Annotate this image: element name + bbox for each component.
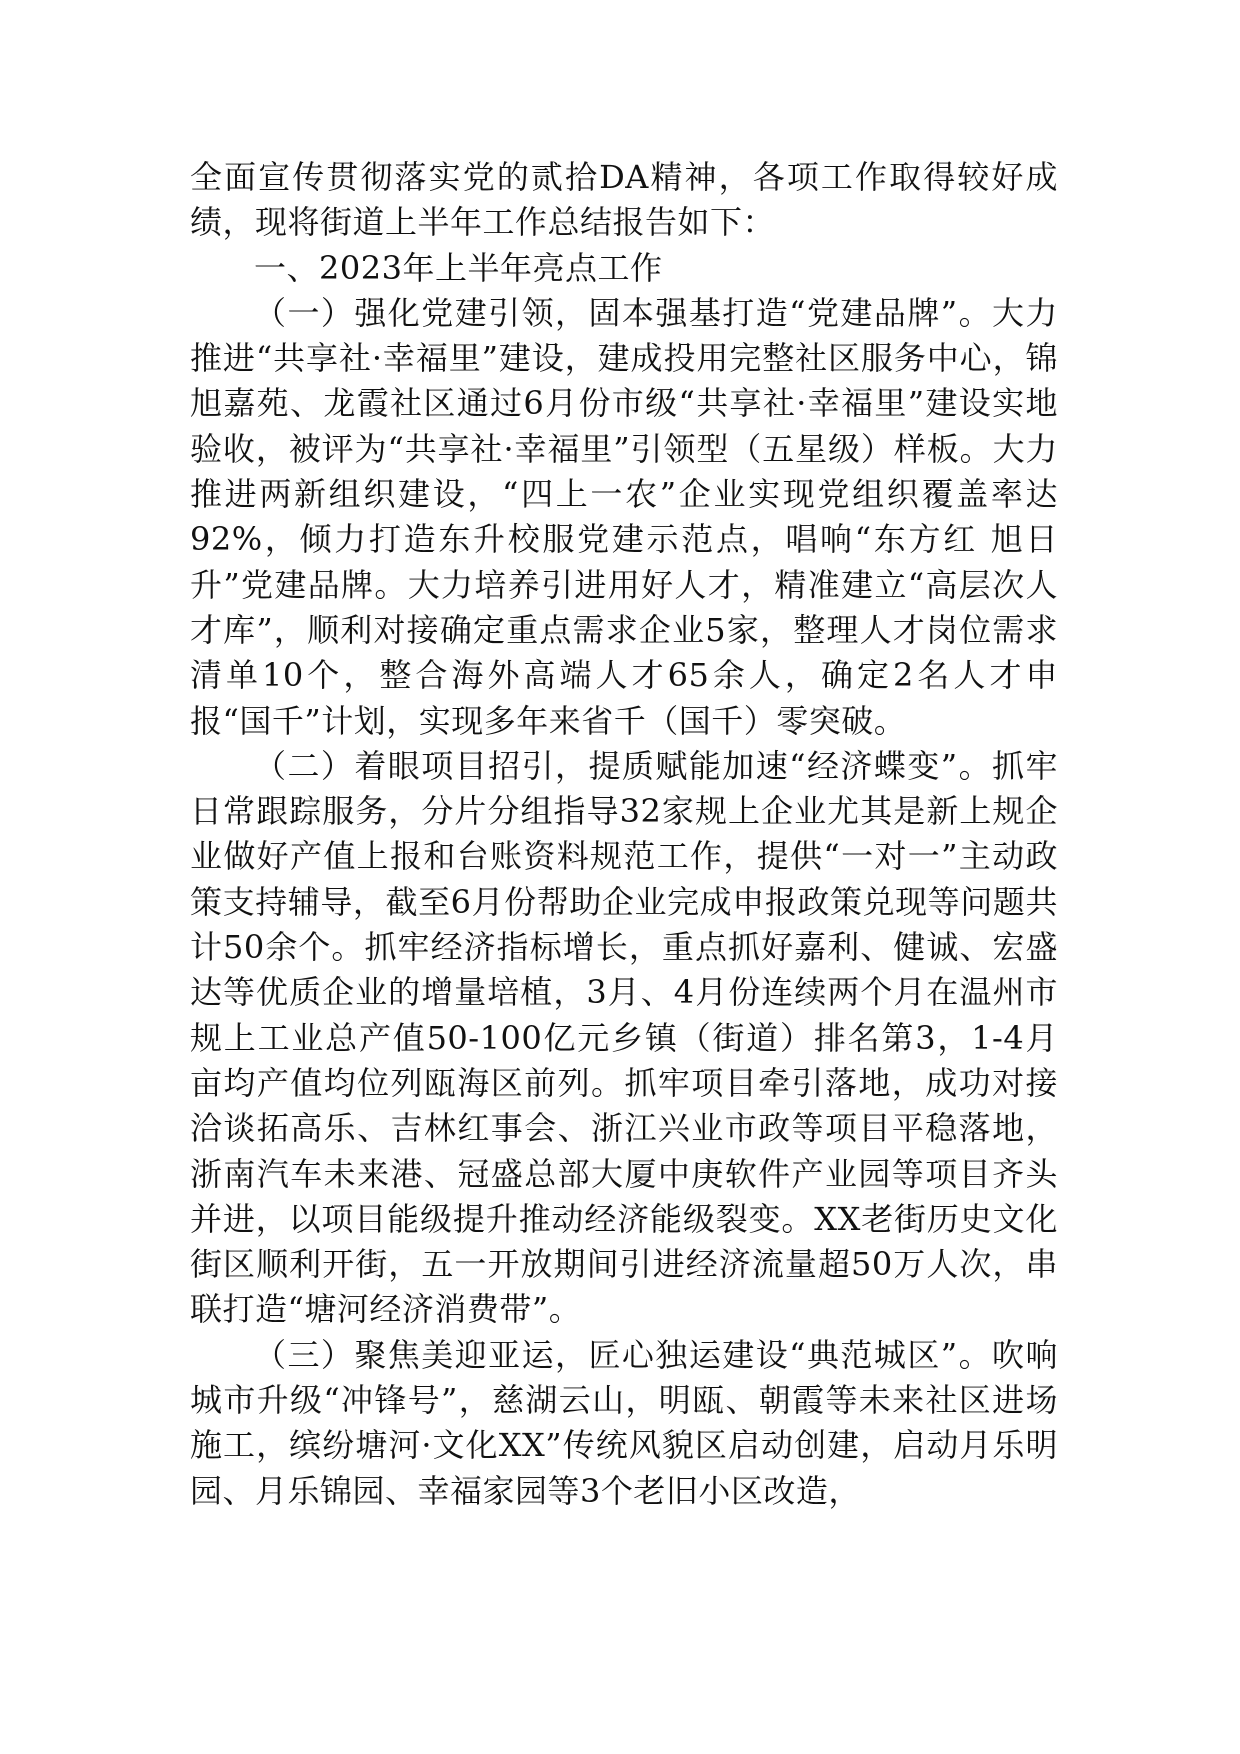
paragraph-party-building: （一）强化党建引领，固本强基打造“党建品牌”。大力推进“共享社·幸福里”建设，建成投用完整社区服务中心，锦旭嘉苑、龙霞社区通过6月份市级“共享社·幸福里”建设实地验收，被评为“共享社·幸福里”引领型（五星级）样板。大力推进两新组织建设，“四上一农”企业实现党组织覆盖率达92%，倾力打造东升校服党建示范点，唱响“东方红 旭日升”党建品牌。大力培养引进用好人才，精准建立“高层次人才库”，顺利对接确定重点需求企业5家，整理人才岗位需求清单10个，整合海外高端人才65余人，确定2名人才申报“国千”计划，实现多年来省千（国千）零突破。 bbox=[190, 293, 1058, 740]
document-body bbox=[190, 155, 1058, 1514]
section-heading: 一、2023年上半年亮点工作 bbox=[254, 248, 663, 287]
intro-paragraph: 全面宣传贯彻落实党的贰拾DA精神，各项工作取得较好成绩，现将街道上半年工作总结报告如下： bbox=[190, 158, 1058, 242]
paragraph-city-construction: （三）聚焦美迎亚运，匠心独运建设“典范城区”。吹响城市升级“冲锋号”，慈湖云山，明瓯、朝霞等未来社区进场施工，缤纷塘河·文化XX”传统风貌区启动创建，启动月乐明园、月乐锦园、幸福家园等3个老旧小区改造， bbox=[190, 1335, 1058, 1510]
paragraph-project-investment: （二）着眼项目招引，提质赋能加速“经济蝶变”。抓牢日常跟踪服务，分片分组指导32家规上企业尤其是新上规企业做好产值上报和台账资料规范工作，提供“一对一”主动政策支持辅导，截至6月份帮助企业完成申报政策兑现等问题共计50余个。抓牢经济指标增长，重点抓好嘉利、健诚、宏盛达等优质企业的增量培植，3月、4月份连续两个月在温州市规上工业总产值50-100亿元乡镇（街道）排名第3，1-4月亩均产值均位列瓯海区前列。抓牢项目牵引落地，成功对接洽谈拓高乐、吉林红事会、浙江兴业市政等项目平稳落地，浙南汽车未来港、冠盛总部大厦中庚软件产业园等项目齐头并进，以项目能级提升推动经济能级裂变。XX老街历史文化街区顺利开街，五一开放期间引进经济流量超50万人次，串联打造“塘河经济消费带”。 bbox=[190, 746, 1058, 1329]
